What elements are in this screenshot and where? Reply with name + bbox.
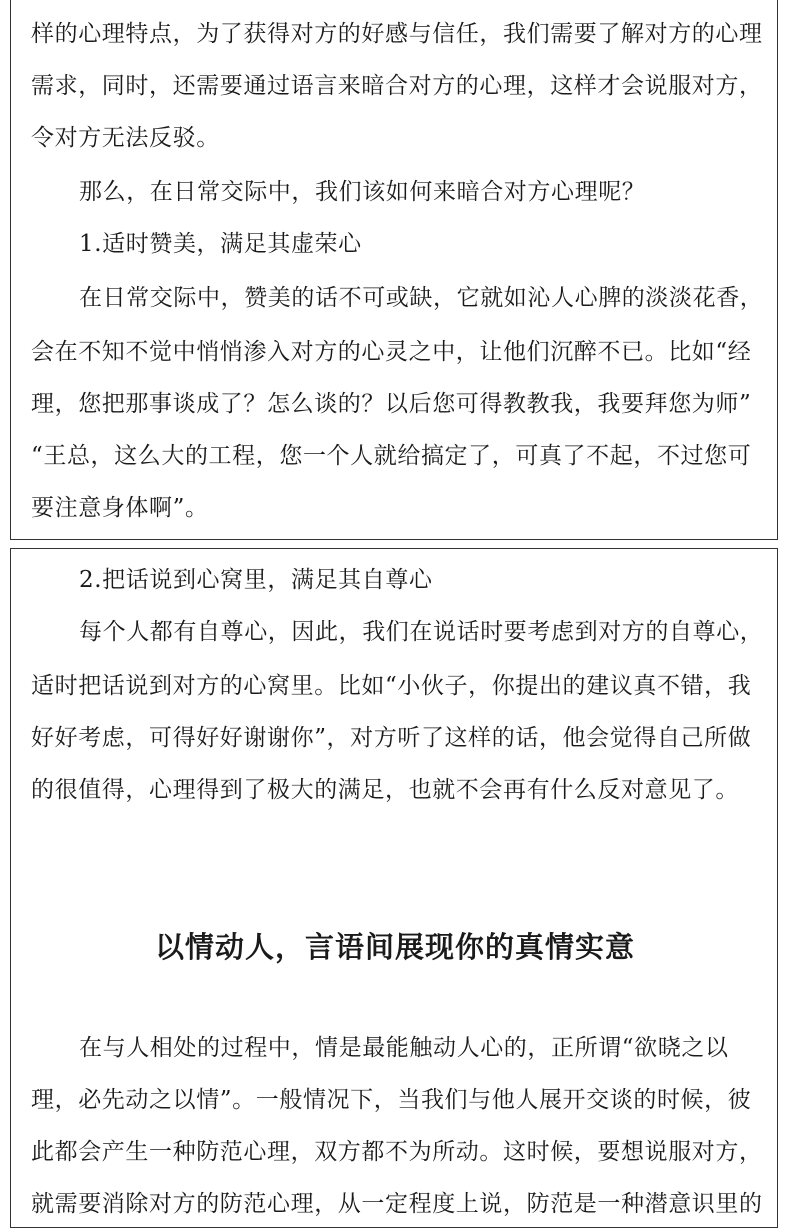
text-line: 需求，同时，还需要通过语言来暗合对方的心理，这样才会说服对方， (31, 73, 763, 99)
text-line: 样的心理特点，为了获得对方的好感与信任，我们需要了解对方的心理 (31, 21, 763, 47)
text-line: 会在不知不觉中悄悄渗入对方的心灵之中，让他们沉醉不已。比如“经 (31, 339, 752, 365)
text-line: 适时把话说到对方的心窝里。比如“小伙子，你提出的建议真不错，我 (31, 673, 752, 699)
text-line: 在日常交际中，赞美的话不可或缺，它就如沁人心脾的淡淡花香， (79, 285, 764, 311)
text-line: 理，必先动之以情”。一般情况下，当我们与他人展开交谈的时候，彼 (31, 1087, 752, 1113)
text-line: 就需要消除对方的防范心理，从一定程度上说，防范是一种潜意识里的 (31, 1191, 763, 1217)
text-line: “王总，这么大的工程，您一个人就给搞定了，可真了不起，不过您可 (31, 443, 752, 469)
text-line: 此都会产生一种防范心理，双方都不为所动。这时候，要想说服对方， (31, 1139, 763, 1165)
text-line: 的很值得，心理得到了极大的满足，也就不会再有什么反对意见了。 (31, 777, 739, 803)
page-panel-top (10, 0, 778, 540)
text-line: 令对方无法反驳。 (31, 125, 220, 151)
subheading-line: 1.适时赞美，满足其虚荣心 (79, 231, 362, 257)
text-line: 那么，在日常交际中，我们该如何来暗合对方心理呢？ (79, 179, 646, 205)
page-panel-bottom (10, 548, 778, 1228)
section-heading: 以情动人，言语间展现你的真情实意 (154, 930, 635, 964)
text-line: 理，您把那事谈成了？怎么谈的？以后您可得教教我，我要拜您为师” (31, 391, 752, 417)
text-line: 要注意身体啊”。 (31, 495, 209, 521)
text-line: 好好考虑，可得好好谢谢你”，对方听了这样的话，他会觉得自己所做 (31, 725, 752, 751)
text-line: 在与人相处的过程中，情是最能触动人心的，正所谓“欲晓之以 (79, 1035, 729, 1061)
subheading-line: 2.把话说到心窝里，满足其自尊心 (79, 567, 433, 593)
text-line: 每个人都有自尊心，因此，我们在说话时要考虑到对方的自尊心， (79, 619, 764, 645)
